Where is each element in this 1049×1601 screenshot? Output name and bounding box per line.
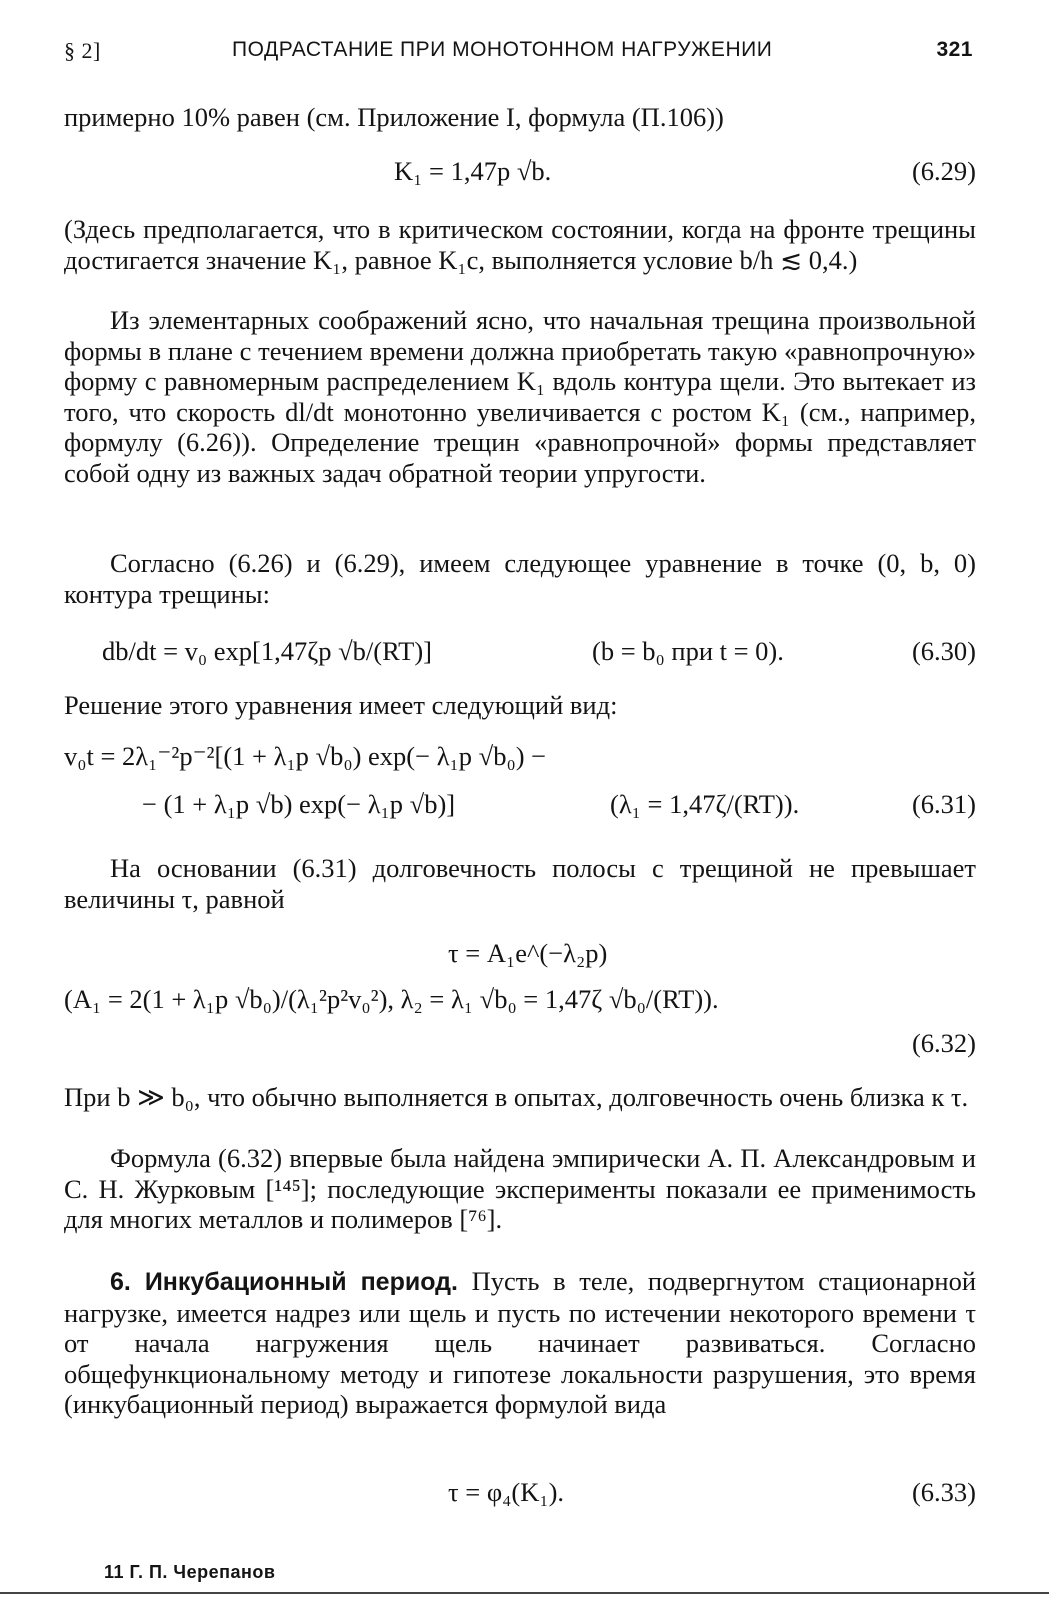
equation-number: (6.30)	[911, 636, 976, 666]
equation-number: (6.32)	[911, 1028, 976, 1058]
equation-condition: (b = b₀ при t = 0).	[592, 636, 784, 666]
paragraph-text: Из элементарных соображений ясно, что начальная трещина произвольной формы в плане с течением времени должна приобретать такую «равнопрочную» форму с равномерным распределением K₁ вдоль контура щели. Это вытекает из того, что скорость dl/dt монотонно увеличивается с ростом K₁ (см., например, формулу (6.26)). Определение трещин «равнопрочной» формы представляет собой одну из важных задач обратной теории упругости.	[64, 305, 976, 488]
paragraph-body: Пусть в теле, подвергнутом стационарной нагрузке, имеется надрез или щель и пусть по истечении некоторого времени τ от начала нагружения щель начинает развиваться. Согласно общефункциональному методу и гипотезе локальности разрушения, это время (инкубационный период) выражается формулой вида	[64, 1266, 977, 1419]
paragraph-text	[64, 1266, 976, 1420]
paragraph-text: На основании (6.31) долговечность полосы с трещиной не превышает величины τ, равной	[64, 853, 976, 914]
signature-line: 11 Г. П. Черепанов	[104, 1562, 276, 1582]
paragraph-intro	[64, 102, 976, 133]
paragraph-incubation	[64, 1266, 976, 1420]
equation-number: (6.31)	[911, 789, 976, 819]
equation-condition: (λ₁ = 1,47ζ/(RT)).	[610, 789, 800, 819]
equation-number: (6.33)	[911, 1477, 976, 1507]
equation-body: τ = φ₄(K₁).	[448, 1477, 565, 1507]
paragraph-text: Формула (6.32) впервые была найдена эмпирически А. П. Александровым и С. Н. Журковым [¹⁴⁵]; последующие эксперименты показали ее применимость для многих металлов и полимеров [⁷⁶].	[64, 1143, 976, 1234]
paragraph-text: Согласно (6.26) и (6.29), имеем следующее уравнение в точке (0, b, 0) контура трещины:	[64, 548, 976, 609]
paragraph-note	[64, 214, 976, 275]
paragraph-text: Решение этого уравнения имеет следующий вид:	[64, 690, 618, 720]
paragraph-solution	[64, 690, 976, 721]
paragraph-equistrength	[64, 305, 976, 488]
page-bottom-rule	[0, 1592, 1049, 1594]
equation-body: db/dt = v₀ exp[1,47ζp √b/(RT)]	[102, 636, 432, 666]
equation-body: τ = A₁e^(−λ₂p)	[448, 938, 608, 968]
paragraph-durability	[64, 853, 976, 914]
equation-body: − (1 + λ₁p √b) exp(− λ₁p √b)]	[142, 789, 456, 819]
equation-body: v₀t = 2λ₁⁻²p⁻²[(1 + λ₁p √b₀) exp(− λ₁p √b₀) −	[64, 741, 547, 771]
paragraph-text: (Здесь предполагается, что в критическом состоянии, когда на фронте трещины достигается значение K₁, равное K₁c, выполняется условие b/h ≲ 0,4.)	[64, 214, 976, 275]
paragraph-formula-history	[64, 1143, 976, 1235]
section-marker: § 2]	[64, 38, 101, 63]
paragraph-text: При b ≫ b₀, что обычно выполняется в опытах, долговечность очень близка к τ.	[64, 1082, 969, 1112]
running-title: ПОДРАСТАНИЕ ПРИ МОНОТОННОМ НАГРУЖЕНИИ	[232, 38, 773, 61]
paragraph-according	[64, 548, 976, 609]
section-heading: 6. Инкубационный период.	[110, 1268, 458, 1296]
equation-body: K₁ = 1,47p √b.	[394, 156, 552, 186]
page-number: 321	[936, 38, 973, 61]
equation-body: (A₁ = 2(1 + λ₁p √b₀)/(λ₁²p²v₀²), λ₂ = λ₁ √b₀ = 1,47ζ √b₀/(RT)).	[64, 984, 719, 1014]
paragraph-b-greater	[64, 1082, 976, 1113]
equation-number: (6.29)	[911, 156, 976, 186]
paragraph-text: примерно 10% равен (см. Приложение I, формула (П.106))	[64, 102, 724, 132]
